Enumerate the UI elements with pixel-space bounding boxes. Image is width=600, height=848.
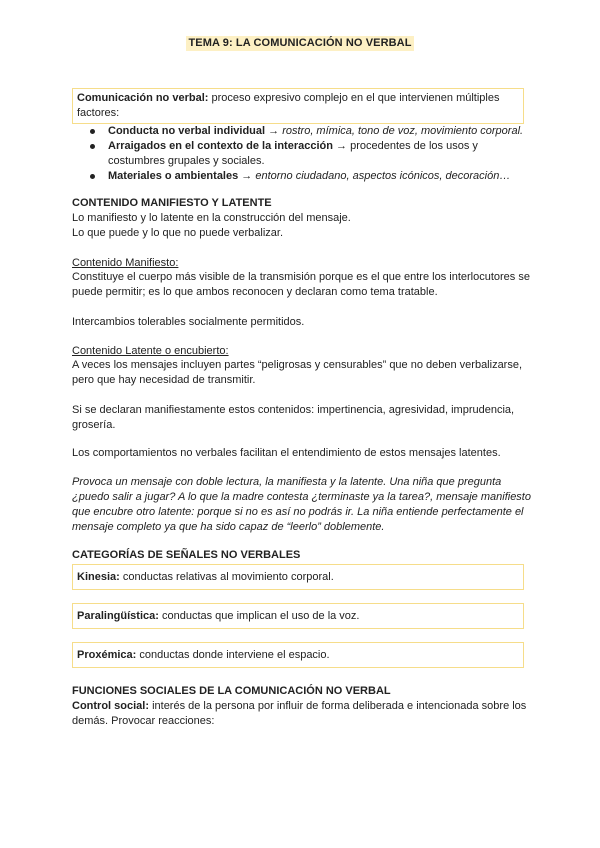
arrow: → (265, 125, 283, 137)
bullet-text: procedentes de los usos y costumbres grupales y sociales. (108, 140, 478, 167)
paragraph: Intercambios tolerables socialmente permitidos. (72, 316, 305, 328)
category-text: conductas donde interviene el espacio. (136, 649, 330, 661)
category-term: Paralingüística: (77, 610, 159, 622)
manifest-label: Contenido Manifiesto: (72, 257, 179, 269)
paragraph (72, 699, 532, 729)
paragraph: A veces los mensajes incluyen partes “peligrosas y censurables” que no deben verbalizarse, pero que hay necesidad de transmitir. (72, 359, 523, 386)
section-heading-categories: CATEGORÍAS DE SEÑALES NO VERBALES (72, 549, 301, 561)
definition-text: proceso expresivo complejo en el que intervienen múltiples factores: (77, 92, 500, 119)
category-term: Kinesia: (77, 571, 120, 583)
bullet-text: rostro, mímica, tono de voz, movimiento corporal. (282, 125, 524, 137)
arrow: → (332, 140, 351, 152)
section-heading-manifest-latent: CONTENIDO MANIFIESTO Y LATENTE (72, 197, 272, 209)
bullet-text: entorno ciudadano, aspectos icónicos, decoración… (255, 170, 511, 182)
paragraph: Lo que puede y lo que no puede verbalizar. (72, 227, 283, 239)
list-item (88, 169, 533, 184)
paragraph: Los comportamientos no verbales facilitan el entendimiento de estos mensajes latentes. (72, 447, 501, 459)
bullet-term: Materiales o ambientales (108, 170, 239, 182)
document-title: TEMA 9: LA COMUNICACIÓN NO VERBAL (188, 37, 412, 49)
paragraph: Constituye el cuerpo más visible de la transmisión porque es el que entre los interlocutores se puede permitir; es lo que ambos reconocen y declaran como tema tratable. (72, 271, 530, 298)
category-box-paralinguistica (72, 603, 524, 629)
factors-list (88, 124, 533, 184)
category-box-proxemica (72, 642, 524, 668)
bullet-term: Conducta no verbal individual (108, 125, 266, 137)
category-text: conductas que implican el uso de la voz. (158, 610, 360, 622)
paragraph: Si se declaran manifiestamente estos contenidos: impertinencia, agresividad, imprudencia, grosería. (72, 404, 515, 431)
category-text: conductas relativas al movimiento corporal. (119, 571, 334, 583)
bullet-term: Arraigados en el contexto de la interacción (108, 140, 333, 152)
paragraph: Lo manifiesto y lo latente en la construcción del mensaje. (72, 212, 351, 224)
category-box-kinesia (72, 564, 524, 590)
definition-term: Comunicación no verbal: (77, 92, 209, 104)
example-paragraph: Provoca un mensaje con doble lectura, la manifiesta y la latente. Una niña que pregunta ¿puedo salir a jugar? A lo que la madre contesta ¿terminaste ya la tarea?, mensaje manifiesto que encubre otro latente: porque si no es así no podrás ir. La niña entiende perfectamente el mensaje completo ya que ha sido capaz de “leerlo” doblemente. (72, 476, 531, 533)
section-heading-social-functions: FUNCIONES SOCIALES DE LA COMUNICACIÓN NO VERBAL (72, 685, 391, 697)
latent-label: Contenido Latente o encubierto: (72, 345, 229, 357)
title-wrap (0, 36, 600, 51)
social-control-text: interés de la persona por influir de forma deliberada e intencionada sobre los demás. Provocar reacciones: (72, 700, 527, 727)
arrow: → (238, 170, 256, 182)
social-control-term: Control social: (72, 700, 150, 712)
list-item (88, 124, 533, 139)
definition-box (72, 88, 524, 124)
list-item (88, 139, 533, 169)
category-term: Proxémica: (77, 649, 137, 661)
